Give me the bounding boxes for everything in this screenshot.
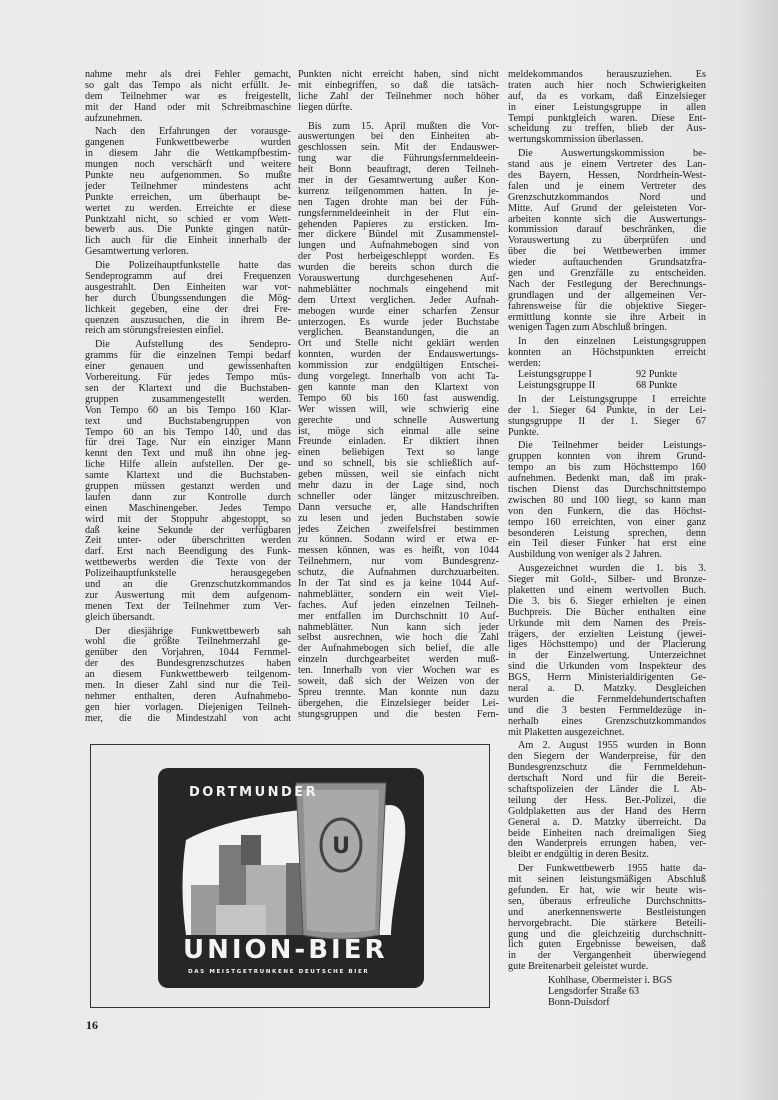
text-line: und die 3 besten Fernmeldezüge in- — [508, 704, 706, 716]
text-line: mer, die die Mindestzahl von acht — [85, 712, 291, 724]
text-line: geschlossen sein. Mit der Endauswer- — [298, 142, 499, 154]
text-line: lich guten Ergebnisse beweisen, daß — [508, 939, 706, 951]
text-line: an diesem Funkwettbewerb teilgenom- — [85, 669, 291, 681]
text-line: tung war die Führungsfernmeldeein- — [298, 153, 499, 165]
group-name: Leistungsgruppe I — [518, 369, 592, 381]
text-line: der Post herbeigeschleppt worden. Es — [298, 251, 499, 263]
paragraph — [298, 122, 499, 721]
text-line: der Aufnahmebogen sich belief, die alle — [298, 643, 499, 655]
svg-text:U: U — [332, 834, 350, 859]
text-line: Punkten nicht erreicht haben, sind nicht — [298, 69, 499, 80]
text-line: General a. D. Matzky überreicht. Da — [508, 816, 706, 828]
text-line: wird mit der Stoppuhr abgestoppt, so — [85, 513, 291, 525]
text-line: nahmeblätter, sondern ein weit Viel- — [298, 588, 499, 600]
page-number: 16 — [86, 1018, 98, 1032]
text-line: Kohlhase, Obermeister i. BGS — [548, 975, 673, 987]
text-line: in der Vergangenheit überwiegend — [508, 950, 706, 962]
text-line: Die Polizeihauptfunkstelle hatte das — [95, 260, 291, 272]
text-line: hervorgebracht. Die stärkere Beteili- — [508, 917, 706, 929]
text-line: Dann versuche er, alle Handschriften — [298, 501, 499, 513]
text-line: kommission zur endgültigen Entschei- — [298, 360, 499, 372]
text-line: geben müssen, weil sie einfach nicht — [298, 469, 499, 481]
text-line: laufen dann zur Kontrolle durch — [85, 491, 291, 503]
text-line: aufzunehmen. — [85, 112, 143, 124]
text-line: mer entfallen im Durchschnitt 10 Auf- — [298, 610, 499, 622]
text-line: Grenzschutzkommandos Nord und — [508, 191, 706, 203]
text-line: den Siegern der Wanderpreise, für den — [508, 751, 706, 763]
points-table-row — [508, 381, 706, 392]
text-line: In der Tat sind es ja keine 1044 Auf- — [298, 577, 499, 589]
text-line: den Wanderpreis errungen haben, ver- — [508, 838, 706, 850]
text-line: so galt das Tempo als nicht erfüllt. Je- — [85, 79, 291, 91]
text-line: Ort und Stelle nicht geklärt werden — [298, 338, 499, 350]
paragraph — [85, 127, 291, 258]
text-line: Bundesgrenzschutz die Fernmeldehun- — [508, 762, 706, 774]
text-line: liegen dürfte. — [298, 101, 353, 113]
text-line: in einer Leistungsgruppe in allen — [508, 101, 706, 113]
text-line: mehr dazu in der Lage sind, noch — [298, 479, 499, 491]
paragraph — [85, 340, 291, 623]
text-line: dem Urtext verglichen. Jeder Aufnah- — [298, 294, 499, 306]
text-line: faches. Auf jeden einzelnen Teilneh- — [298, 599, 499, 611]
paragraph — [508, 337, 706, 391]
text-line: rungsfernmeldeeinheit in der Flut ein- — [298, 207, 499, 219]
text-line: Freunde einladen. Er diktiert ihnen — [298, 436, 499, 448]
text-line: teilung der Hess. Ber.-Polizei, die — [508, 794, 706, 806]
text-line: von den Funkern, die das Höchst- — [508, 505, 706, 517]
text-line: Die Auswertungskommission be- — [518, 148, 706, 160]
text-line: wenigen Tagen zum Abschluß bringen. — [508, 322, 667, 334]
text-line: für drei Tage. Nur ein einziger Mann — [85, 437, 291, 449]
text-line: übergehen, die Einzelsieger beider Lei- — [298, 697, 499, 709]
text-line: mit der Hand oder mit Schreibmaschine — [85, 101, 291, 113]
text-line: meldekommandos herauszuziehen. Es — [508, 69, 706, 80]
paragraph — [298, 70, 499, 114]
text-line: Goldplaketten aus der Hand des Herrn — [508, 805, 706, 817]
text-line: liche Zahl der Teilnehmer noch höher — [298, 90, 499, 102]
text-line: stungsgruppe II der 1. Sieger 67 — [508, 415, 706, 427]
text-line: einen beliebigen Text so lange — [298, 447, 499, 459]
text-line: Nach der Festlegung der Berechnungs- — [508, 278, 706, 290]
text-line: kommission darauf beschränken, die — [508, 224, 706, 236]
text-line: gung und die gleichzeitig durchschnitt- — [508, 928, 706, 940]
ad-tagline: DAS MEISTGETRUNKENE DEUTSCHE BIER — [188, 969, 370, 975]
text-line: mungen noch verschärft und weitere — [85, 159, 291, 171]
text-line: In den einzelnen Leistungsgruppen — [518, 336, 706, 348]
text-line: mit Plaketten ausgezeichnet. — [508, 726, 625, 738]
text-line: menen Text der Teilnehmer zum Ver- — [85, 600, 291, 612]
text-line: In der Leistungsgruppe I erreichte — [518, 393, 706, 405]
text-line: samte Klartext und die Buchstaben- — [85, 470, 291, 482]
text-line: falen und je einem Vertreter des — [508, 180, 706, 192]
text-line: einzeln durchgearbeitet werden muß- — [298, 654, 499, 666]
text-line: jedes Zeichen zweifelsfrei bestimmen — [298, 523, 499, 535]
text-line: gruppen müssen gestanzt werden und — [85, 480, 291, 492]
text-line: kennt den Text und muß ihn ohne jeg- — [85, 448, 291, 460]
text-line: zur Auswertung mit dem aufgenom- — [85, 589, 291, 601]
text-line: dertschaft Nord und für die Bereit- — [508, 773, 706, 785]
text-line: darf. Erst nach Beendigung des Funk- — [85, 546, 291, 558]
text-line: Punkte erreichen, um überhaupt be- — [85, 191, 291, 203]
text-line: her durch Übungssendungen die Mög- — [85, 292, 291, 304]
text-line: men. In dieser Zahl sind nur die Teil- — [85, 679, 291, 691]
text-line: gefunden. Er hat, wie wir heute wis- — [508, 885, 706, 897]
text-line: liges Höchsttempo) und der Placierung — [508, 639, 706, 651]
ad-brand-main: UNION-BIER — [183, 935, 388, 965]
author-signature — [508, 976, 706, 1009]
text-line: einen Maschinengeber. Jedes Tempo — [85, 502, 291, 514]
text-line: wohl die größte Teilnehmerzahl ge- — [85, 636, 291, 648]
text-line: wettbewerbs werden die Texte von der — [85, 557, 291, 569]
text-line: Die 3. bis 6. Sieger erhielten je einen — [508, 595, 706, 607]
text-line: gen kannte man den Klartext von — [298, 381, 499, 393]
text-line: sen der Klartext und die Buchstaben- — [85, 382, 291, 394]
text-line: wurden die bereits schon durch die — [298, 262, 499, 274]
beer-advertisement — [90, 744, 490, 1008]
text-line: mebogen wurde einer scharfen Zensur — [298, 305, 499, 317]
points-value: 68 Punkte — [636, 379, 678, 391]
paragraph — [508, 864, 706, 973]
text-line: dung vorgelegt. Innerhalb von acht Ta- — [298, 371, 499, 383]
text-line: konnten, wurden der Endauswertungs- — [298, 349, 499, 361]
text-line: tempo an bis zum Höchsttempo 160 — [508, 462, 706, 474]
text-line: Vorauswertung zu überprüfen und — [508, 235, 706, 247]
text-line: werden: — [508, 358, 541, 370]
text-line: nahmeblätter nochmals eingehend mit — [298, 283, 499, 295]
text-line: dem Teilnehmer war es freigestellt, — [85, 90, 291, 102]
text-line: trägers, der erzielten Leistung (jewei- — [508, 628, 706, 640]
paragraph — [85, 261, 291, 337]
text-line: wurden die Fernmeldehundertschaften — [508, 693, 706, 705]
text-line: zwischen 80 und 100 liegt, so kann man — [508, 494, 706, 506]
paragraph — [508, 70, 706, 146]
text-line: der 1. Sieger 64 Punkte, in der Lei- — [508, 404, 706, 416]
text-line: sind die Urkunden vom Inspekteur des — [508, 661, 706, 673]
text-line: Buchpreis. Die Bücher enthalten eine — [508, 606, 706, 618]
text-line: Wer wissen will, wie schwierig eine — [298, 403, 499, 415]
text-line: Ausbildung von weniger als 2 Jahren. — [508, 549, 662, 561]
paragraph — [508, 395, 706, 439]
text-line: stungsgruppen und die besten Fern- — [298, 708, 499, 720]
text-line: in der Einzelwertung. Unterzeichnet — [508, 650, 706, 662]
text-line: arbeiten konnte sich die Auswertungs- — [508, 213, 706, 225]
text-line: gruppen zusammengestellt werden. — [85, 393, 291, 405]
text-line: tempo 160 erreichten, von einer ganz — [508, 516, 706, 528]
text-line: beide Einheiten nach dreimaligen Sieg — [508, 827, 706, 839]
text-line: nahme mehr als drei Fehler gemacht, — [85, 69, 291, 80]
text-line: unterzogen. Es wurde jeder Buchstabe — [298, 316, 499, 328]
text-line: auswertungen bei den Einheiten ab- — [298, 131, 499, 143]
text-line: lich auch für die Einheit innerhalb der — [85, 235, 291, 247]
text-line: der des Bundesgrenzschutzes haben — [85, 658, 291, 670]
text-line: neral a. D. Matzky. Desgleichen — [508, 682, 706, 694]
text-line: bleibt er endgültig in deren Besitz. — [508, 849, 649, 861]
text-line: schutz, die Aufnahmen durchzuarbeiten. — [298, 567, 499, 579]
text-line: grundlagen und der allgemeinen Ver- — [508, 289, 706, 301]
text-line: wieder auftauchenden Grundsatzfra- — [508, 257, 706, 269]
paragraph — [508, 741, 706, 861]
text-line: Sieger mit Gold-, Silber- und Bronze- — [508, 574, 706, 586]
text-line: schaftspolizeien der Länder die I. Ab- — [508, 784, 706, 795]
text-line: Punkte. — [508, 426, 539, 438]
text-line: mer in der Gesamtwertung außer Kon- — [298, 175, 499, 187]
text-line: lichkeit gegeben, eine der drei Fre- — [85, 303, 291, 315]
text-line: Am 2. August 1955 wurden in Bonn — [518, 740, 706, 752]
text-line: jeder Teilnehmer mindestens acht — [85, 180, 291, 192]
text-line: Vorauswertung durchgesehenen Auf- — [298, 273, 499, 285]
text-line: ein Teil dieser Funker hat erst eine — [508, 538, 706, 550]
beer-glass-illustration — [296, 783, 386, 939]
text-line: selbst ausrechnen, wie hoch die Zahl — [298, 632, 499, 644]
paragraph — [85, 627, 291, 725]
text-line: in diesem Jahr die Wettkampfbestim- — [85, 148, 291, 160]
text-line: gehenden Papieres zu ersticken. Im- — [298, 218, 499, 230]
text-line: Bonn-Duisdorf — [548, 996, 610, 1008]
text-line: mit seinen leistungsmäßigen Abschluß — [508, 874, 706, 886]
text-column-3 — [508, 70, 706, 1012]
text-line: Die Teilnehmer beider Leistungs- — [518, 440, 706, 452]
text-column-2 — [298, 70, 499, 724]
text-line: Mitte. Auf Grund der geleisteten Vor- — [508, 202, 706, 214]
text-line: besonderen Leistung sprechen, denn — [508, 527, 706, 539]
text-line: tischen Dienst das Durchschnittstempo — [508, 483, 706, 495]
text-line: Lengsdorfer Straße 63 — [548, 986, 640, 998]
text-line: kurrenz teilgenommen hatten. In je- — [298, 185, 499, 197]
text-line: ausgestrahlt. Den Einheiten war vor- — [85, 281, 291, 293]
group-name: Leistungsgruppe II — [518, 379, 596, 391]
text-line: über die bei Wettbewerben immer — [508, 246, 706, 258]
text-line: plaketten und einem wertvollen Buch. — [508, 584, 706, 596]
points-value: 92 Punkte — [636, 369, 678, 381]
text-line: Nach den Erfahrungen der vorausge- — [95, 126, 291, 138]
text-line: BGS, Herrn Ministerialdirigenten Ge- — [508, 672, 706, 684]
text-line: gangenen Funkwettbewerbe wurden — [85, 137, 291, 149]
text-line: nerhalb eines Grenzschutzkommandos — [508, 715, 706, 727]
text-line: quenzen auszusuchen, die in ihrem Be- — [85, 314, 291, 326]
text-line: Der diesjährige Funkwettbewerb sah — [95, 625, 291, 637]
text-line: gramms für die einzelnen Tempi bedarf — [85, 350, 291, 362]
text-line: und so schnell, bis sie schließlich auf- — [298, 458, 499, 470]
text-line: einer genauen und gewissenhaften — [85, 361, 291, 373]
paragraph — [85, 70, 291, 124]
text-line: gute Breitenarbeit geleistet wurde. — [508, 961, 649, 973]
text-line: Vorbereitung. Für jedes Tempo müs- — [85, 372, 291, 384]
paragraph — [508, 564, 706, 738]
text-line: auf, da es vorkam, daß Einzelsieger — [508, 90, 706, 102]
text-line: fahrensweise für die objektive Sieger- — [508, 300, 706, 312]
text-line: nehmer enthalten, deren Aufnahmebo- — [85, 690, 291, 702]
text-line: ist, möge sich einmal alle seine — [298, 425, 499, 437]
text-line: gen hier vorlagen. Diejenigen Teilneh- — [85, 701, 291, 713]
text-line: Der Funkwettbewerb 1955 hatte da- — [518, 863, 706, 875]
text-line: des Bayern, Hessen, Nordrhein-West- — [508, 170, 706, 182]
text-line: mit einbegriffen, so daß die tatsäch- — [298, 79, 499, 91]
text-line: Urkunde mit dem Namen des Preis- — [508, 617, 706, 629]
paragraph — [508, 441, 706, 561]
text-line: wertet zu werden. Erreichte er diese — [85, 202, 291, 214]
text-line: verglichen. Beanstandungen, die an — [298, 327, 499, 339]
ad-brand-top: DORTMUNDER — [189, 785, 319, 800]
text-line: Teilnehmern, nur vom Bundesgrenz- — [298, 556, 499, 568]
text-line: Polizeihauptfunkstelle herausgegeben — [85, 568, 291, 580]
text-line: text und Buchstabengruppen von — [85, 415, 291, 427]
text-line: Bis zum 15. April mußten die Vor- — [308, 120, 499, 132]
text-line: Gesamtwertung verloren. — [85, 246, 189, 258]
text-line: genüber den Vorjahren, 1044 Fernmel- — [85, 647, 291, 659]
text-line: mer dickere Bündel mit Zusammenstel- — [298, 229, 499, 241]
text-line: Tempo 60 an bis Tempo 140, und das — [85, 426, 291, 438]
text-line: lungen und Aufnahmebogen sind von — [298, 240, 499, 252]
text-column-1 — [85, 70, 291, 728]
text-line: reich am störungsfreiesten einfiel. — [85, 325, 224, 337]
text-line: gruppen konnten von ihrem Grund- — [508, 451, 706, 463]
text-line: Punkte neu aufgenommen. So mußte — [85, 170, 291, 182]
paragraph — [508, 149, 706, 334]
text-line: daß keine Sekunde der verfügbaren — [85, 524, 291, 536]
text-line: konnten an Höchstpunkten erreicht — [508, 347, 706, 359]
text-line: Tempo 60 bis 160 fast auswendig. — [298, 392, 499, 404]
text-line: traten auch hier noch Schwierigkeiten — [508, 79, 706, 91]
text-line: liche Hilfe allein aufstellen. Der ge- — [85, 459, 291, 471]
text-line: gen und Grenzfälle zu entscheiden. — [508, 268, 706, 280]
text-line: messen können, was es heißt, von 1044 — [298, 545, 499, 557]
text-line: Punktzahl nicht, so schied er vom Wett- — [85, 213, 291, 225]
text-line: und an die Grenzschutzkommandos — [85, 578, 291, 590]
text-line: und anerkennenswerte Bestleistungen — [508, 906, 706, 918]
text-line: ermittlung konnte sie ihre Arbeit in — [508, 311, 706, 323]
text-line: zu lesen und jeden Buchstaben sowie — [298, 512, 499, 524]
text-line: gerechte und schnelle Auswertung — [298, 414, 499, 426]
text-line: nen Tagen drohte man bei der Füh- — [298, 196, 499, 208]
text-line: ten. Innerhalb von vier Wochen war es — [298, 665, 499, 677]
text-line: sen, überaus erfreuliche Durchschnitts- — [508, 895, 706, 907]
text-line: soweit, daß sich der Weizen von der — [298, 675, 499, 687]
text-line: stand aus je einem Vertreter des Lan- — [508, 159, 706, 171]
text-line: Sendeprogramm auf drei Frequenzen — [85, 271, 291, 283]
text-line: Tempi punktgleich waren. Diese Ent- — [508, 112, 706, 124]
text-line: nahmeblätter. Nun kann sich jeder — [298, 621, 499, 633]
text-line: Die Aufstellung des Sendepro- — [95, 339, 291, 351]
text-line: scheidung zu treffen, blieb der Aus- — [508, 123, 706, 135]
text-line: Zeit unter- oder überschritten werden — [85, 535, 291, 547]
text-line: Ausgezeichnet wurden die 1. bis 3. — [518, 563, 706, 575]
text-line: gleich übersandt. — [85, 611, 155, 623]
text-line: Von Tempo 60 an bis Tempo 160 Klar- — [85, 404, 291, 416]
text-line: wertungskommission überlassen. — [508, 134, 644, 146]
text-line: bewerb aus. Die Punkte gingen natür- — [85, 224, 291, 236]
text-line: heit Bonn beauftragt, deren Teilneh- — [298, 164, 499, 176]
text-line: schneller oder länger mitzuschreiben. — [298, 490, 499, 502]
text-line: zu können. Sodann wird er etwa er- — [298, 534, 499, 546]
text-line: aufnehmen. Bedenkt man, daß im prak- — [508, 473, 706, 485]
text-line: Spreu trennte. Man konnte nun dazu — [298, 686, 499, 698]
